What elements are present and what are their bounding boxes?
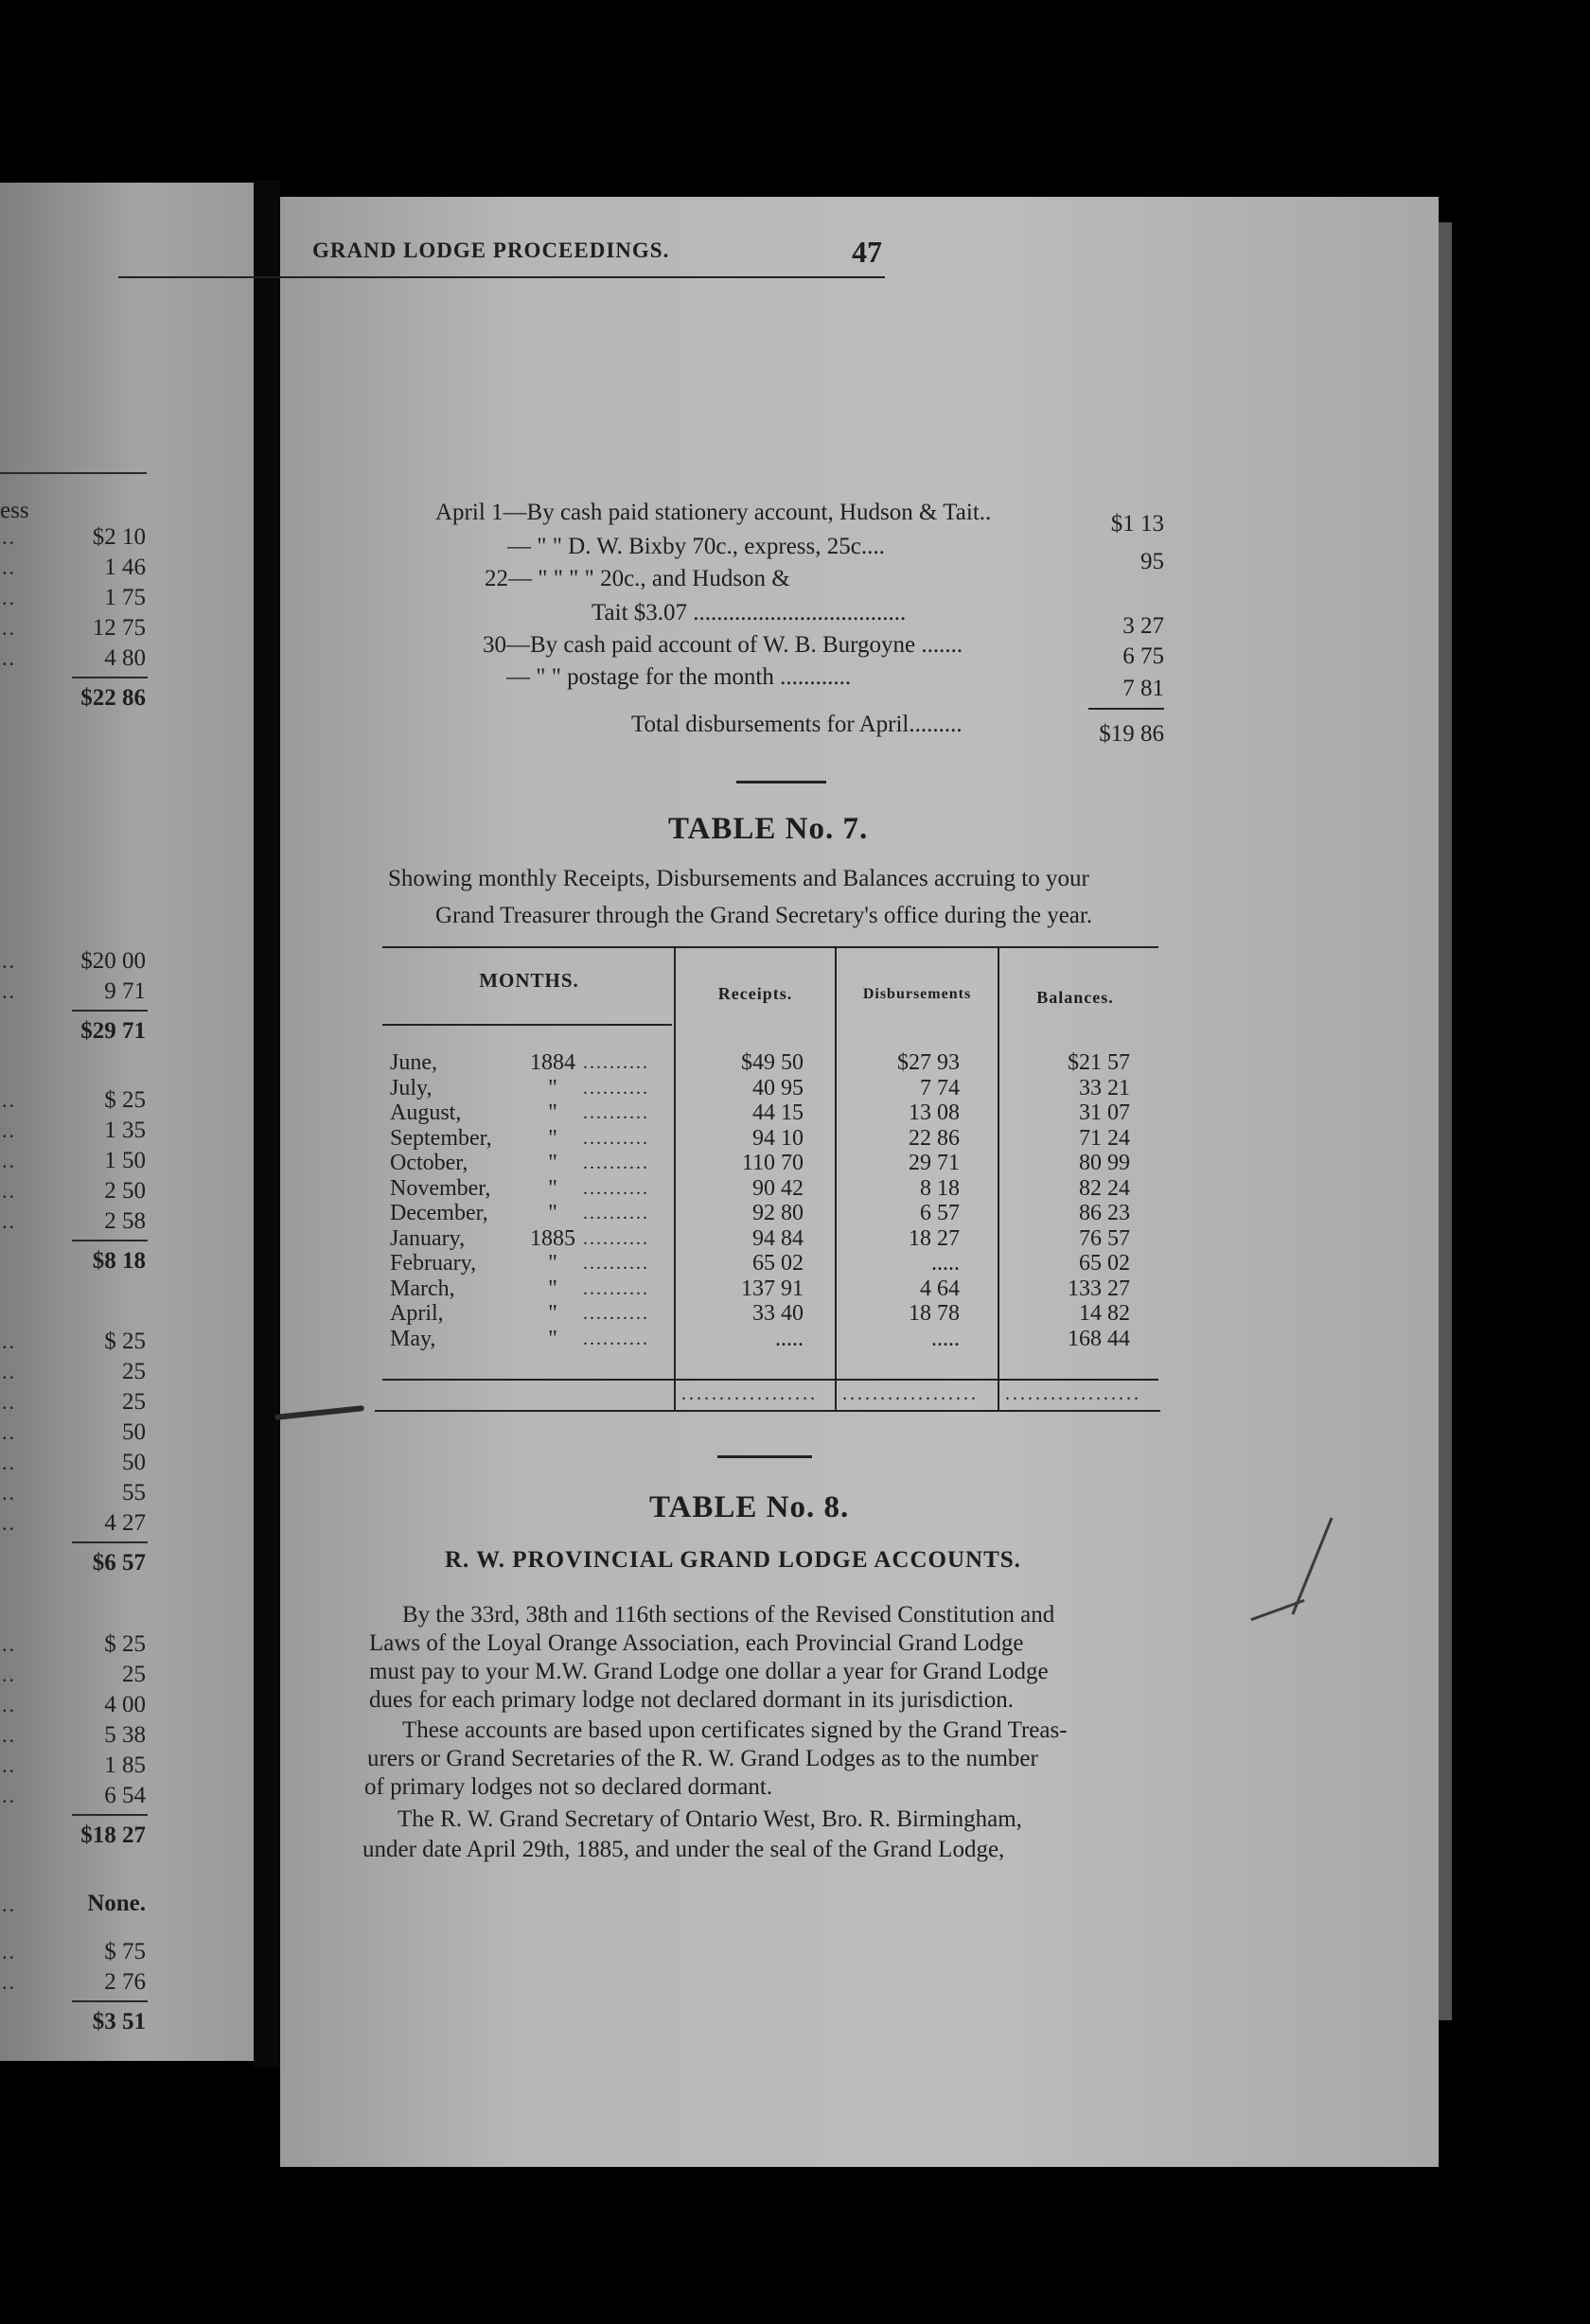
table7-description: Showing monthly Receipts, Disbursements and Balances accruing to your	[388, 866, 1089, 891]
table7-disbursements-cell: 7 74	[920, 1075, 960, 1100]
leader-dots: ..	[2, 1329, 16, 1353]
left-amount: $ 75	[104, 1939, 146, 1964]
leader-dots: ..	[2, 949, 16, 973]
left-amount: 1 50	[104, 1148, 146, 1173]
left-sum-rule	[72, 1814, 148, 1816]
ledger-amount: $1 13	[1110, 511, 1164, 537]
leader-dots: ..........	[583, 1052, 649, 1073]
table7-year-cell: "	[548, 1151, 557, 1175]
table7-balance-cell: 31 07	[1079, 1100, 1130, 1125]
table7-disbursements-cell: .....	[931, 1326, 960, 1351]
table7-month-cell: December,	[390, 1201, 488, 1225]
table7-disbursements-cell: .....	[931, 1251, 960, 1276]
left-header-rule	[0, 472, 147, 474]
table7-balance-cell: 86 23	[1079, 1201, 1130, 1225]
table7-year-cell: "	[548, 1075, 557, 1100]
table7-balance-cell: 82 24	[1079, 1175, 1130, 1201]
leader-dots: ..	[2, 1360, 16, 1383]
header-rule	[118, 276, 885, 278]
left-amount: 2 58	[104, 1208, 146, 1234]
table8-title: TABLE No. 8.	[649, 1490, 850, 1524]
table7-balance-cell: $21 57	[1068, 1050, 1130, 1075]
table7-month-cell: November,	[390, 1175, 491, 1201]
leader-dots: ..	[2, 1451, 16, 1474]
left-total: $3 51	[92, 2009, 146, 2034]
left-amount: 25	[122, 1662, 146, 1687]
left-sum-rule	[72, 677, 148, 678]
table7-footer-dots: ..................	[842, 1383, 979, 1404]
leader-dots: ..	[2, 1179, 16, 1203]
table7-year-cell: "	[548, 1125, 557, 1151]
table7-balance-cell: 133 27	[1068, 1276, 1130, 1301]
table7-disbursements-cell: 8 18	[920, 1175, 960, 1201]
table7-balance-cell: 168 44	[1068, 1326, 1130, 1351]
table7-title: TABLE No. 7.	[668, 812, 869, 846]
left-amount: 1 75	[104, 585, 146, 610]
left-sum-rule	[72, 1010, 148, 1012]
ledger-line: April 1—By cash paid stationery account, Hudson & Tait..	[435, 500, 992, 525]
left-amount: 4 80	[104, 645, 146, 671]
leader-dots: ..........	[583, 1328, 649, 1349]
running-header-title: GRAND LODGE PROCEEDINGS.	[312, 238, 670, 262]
table7-month-cell: April,	[390, 1301, 444, 1326]
left-amount: 9 71	[104, 978, 146, 1004]
leader-dots: ..	[2, 1632, 16, 1656]
leader-dots: ..	[2, 616, 16, 640]
left-amount: 50	[122, 1419, 146, 1445]
page-number: 47	[852, 235, 882, 269]
leader-dots: ..........	[583, 1102, 649, 1123]
table7-header-disbursements: Disbursements	[862, 986, 972, 1002]
table7-year-cell: "	[548, 1301, 557, 1326]
leader-dots: ..	[2, 555, 16, 579]
left-amount: 25	[122, 1389, 146, 1415]
table7-disbursements-cell: 4 64	[920, 1276, 960, 1301]
left-total: $22 86	[80, 685, 146, 711]
table7-year-cell: "	[548, 1201, 557, 1225]
leader-dots: ..	[2, 1209, 16, 1233]
table7-column-rule	[835, 946, 837, 1412]
left-amount: None.	[87, 1891, 146, 1916]
paragraph-line: urers or Grand Secretaries of the R. W. Grand Lodges as to the number	[367, 1746, 1038, 1771]
table7-month-cell: August,	[390, 1100, 462, 1125]
left-page-fragment	[0, 183, 254, 2061]
table7-year-cell: "	[548, 1326, 557, 1351]
table7-receipts-cell: 40 95	[752, 1075, 804, 1100]
table7-bottom-rule	[375, 1410, 1160, 1412]
table7-balance-cell: 14 82	[1079, 1301, 1130, 1326]
left-amount: 1 46	[104, 555, 146, 580]
table7-description: Grand Treasurer through the Grand Secretary's office during the year.	[435, 903, 1093, 928]
leader-dots: ..	[2, 586, 16, 609]
table7-month-cell: July,	[390, 1075, 433, 1100]
leader-dots: ..	[2, 1420, 16, 1444]
ledger-amount: 95	[1140, 549, 1164, 574]
table7-year-cell: 1884	[530, 1050, 575, 1075]
table7-disbursements-cell: 6 57	[920, 1201, 960, 1225]
table7-receipts-cell: 92 80	[752, 1201, 804, 1225]
left-amount: $ 25	[104, 1329, 146, 1354]
leader-dots: ..	[2, 1970, 16, 1994]
left-amount: 4 27	[104, 1510, 146, 1536]
left-amount: $2 10	[92, 524, 146, 550]
book-spine	[254, 180, 280, 2068]
table7-receipts-cell: 94 84	[752, 1225, 804, 1251]
left-amount: $ 25	[104, 1631, 146, 1657]
section-divider	[717, 1455, 812, 1458]
table7-receipts-cell: $49 50	[741, 1050, 804, 1075]
paragraph-line: must pay to your M.W. Grand Lodge one dollar a year for Grand Lodge	[369, 1659, 1049, 1684]
left-amount: $ 25	[104, 1087, 146, 1113]
ledger-amount: 7 81	[1122, 676, 1164, 701]
section-divider	[736, 781, 826, 783]
left-amount: 25	[122, 1359, 146, 1384]
table7-balance-cell: 80 99	[1079, 1151, 1130, 1175]
table7-receipts-cell: 33 40	[752, 1301, 804, 1326]
left-total: $8 18	[92, 1248, 146, 1274]
ledger-line: — " " D. W. Bixby 70c., express, 25c....	[507, 534, 885, 559]
leader-dots: ..	[2, 1481, 16, 1505]
table7-grid	[382, 946, 1158, 1410]
table7-balance-cell: 33 21	[1079, 1075, 1130, 1100]
leader-dots: ..........	[583, 1303, 649, 1324]
table7-receipts-cell: 94 10	[752, 1125, 804, 1151]
table8-subtitle: R. W. PROVINCIAL GRAND LODGE ACCOUNTS.	[445, 1547, 1021, 1573]
table7-header-months: MONTHS.	[479, 969, 579, 992]
left-sum-rule	[72, 1240, 148, 1241]
table7-year-cell: "	[548, 1276, 557, 1301]
ledger-amount: 3 27	[1122, 613, 1164, 639]
ledger-line: 22— " " " " 20c., and Hudson &	[485, 566, 790, 591]
paragraph-line: By the 33rd, 38th and 116th sections of the Revised Constitution and	[402, 1602, 1055, 1628]
ledger-line: Tait $3.07 ....................................	[592, 600, 907, 625]
left-sum-rule	[72, 1541, 148, 1543]
left-amount: 12 75	[92, 615, 146, 641]
table7-receipts-cell: 44 15	[752, 1100, 804, 1125]
table7-bottom-rule	[382, 1379, 1158, 1381]
leader-dots: ..	[2, 1893, 16, 1916]
paragraph-line: of primary lodges not so declared dormant.	[364, 1774, 773, 1800]
table7-receipts-cell: 110 70	[741, 1151, 804, 1175]
table7-header-balances: Balances.	[1036, 988, 1114, 1007]
leader-dots: ..........	[583, 1227, 649, 1249]
paragraph-line: dues for each primary lodge not declared dormant in its jurisdiction.	[369, 1687, 1015, 1713]
table7-top-rule	[382, 946, 1158, 948]
left-amount: 55	[122, 1480, 146, 1505]
left-amount: 6 54	[104, 1783, 146, 1808]
leader-dots: ..	[2, 1088, 16, 1112]
table7-footer-dots: ..................	[681, 1383, 818, 1404]
left-amount: 1 35	[104, 1118, 146, 1143]
table7-year-cell: "	[548, 1100, 557, 1125]
left-amount: 2 50	[104, 1178, 146, 1204]
table7-month-cell: January,	[390, 1225, 466, 1251]
paragraph-line: The R. W. Grand Secretary of Ontario West, Bro. R. Birmingham,	[398, 1806, 1022, 1832]
table7-column-rule	[674, 946, 676, 1412]
table7-receipts-cell: 65 02	[752, 1251, 804, 1276]
left-amount: 4 00	[104, 1692, 146, 1717]
table7-balance-cell: 65 02	[1079, 1251, 1130, 1276]
leader-dots: ..	[2, 1118, 16, 1142]
left-total: $29 71	[80, 1018, 146, 1044]
table7-disbursements-cell: 22 86	[909, 1125, 960, 1151]
table7-year-cell: "	[548, 1175, 557, 1201]
ledger-line: — " " postage for the month ............	[506, 664, 852, 690]
left-amount: 50	[122, 1450, 146, 1475]
leader-dots: ..	[2, 1940, 16, 1963]
table7-receipts-cell: 90 42	[752, 1175, 804, 1201]
ledger-amount: 6 75	[1122, 643, 1164, 669]
left-sum-rule	[72, 2000, 148, 2002]
leader-dots: ..	[2, 1390, 16, 1414]
leader-dots: ..........	[583, 1203, 649, 1224]
table7-year-cell: 1885	[530, 1225, 575, 1251]
page-edge	[1439, 222, 1452, 2020]
leader-dots: ..........	[583, 1277, 649, 1299]
leader-dots: ..........	[583, 1153, 649, 1173]
table7-month-cell: May,	[390, 1326, 436, 1351]
paragraph-line: These accounts are based upon certificates signed by the Grand Treas-	[402, 1717, 1068, 1743]
table7-month-cell: June,	[390, 1050, 437, 1075]
leader-dots: ..	[2, 1784, 16, 1807]
table7-receipts-cell: .....	[775, 1326, 804, 1351]
left-amount: 1 85	[104, 1752, 146, 1778]
leader-dots: ..	[2, 646, 16, 670]
table7-month-cell: February,	[390, 1251, 477, 1276]
leader-dots: ..	[2, 1693, 16, 1717]
table7-disbursements-cell: $27 93	[897, 1050, 960, 1075]
leader-dots: ..........	[583, 1077, 649, 1099]
table7-receipts-cell: 137 91	[741, 1276, 804, 1301]
ledger-line: 30—By cash paid account of W. B. Burgoyne .......	[483, 632, 963, 658]
table7-disbursements-cell: 29 71	[909, 1151, 960, 1175]
leader-dots: ..	[2, 1511, 16, 1535]
table7-month-cell: October,	[390, 1151, 468, 1175]
leader-dots: ..........	[583, 1177, 649, 1199]
ledger-total-label: Total disbursements for April.........	[631, 712, 963, 737]
left-header-fragment: ess	[0, 498, 29, 523]
paragraph-line: under date April 29th, 1885, and under the seal of the Grand Lodge,	[362, 1837, 1005, 1862]
table7-disbursements-cell: 18 27	[909, 1225, 960, 1251]
ledger-total-amount: $19 86	[1099, 721, 1164, 747]
left-total: $6 57	[92, 1550, 146, 1576]
left-amount: 5 38	[104, 1722, 146, 1748]
leader-dots: ..	[2, 1723, 16, 1747]
leader-dots: ..	[2, 1753, 16, 1777]
leader-dots: ..	[2, 979, 16, 1003]
left-amount: $20 00	[80, 948, 146, 974]
leader-dots: ..........	[583, 1253, 649, 1274]
table7-balance-cell: 71 24	[1079, 1125, 1130, 1151]
paragraph-line: Laws of the Loyal Orange Association, each Provincial Grand Lodge	[369, 1630, 1024, 1656]
table7-footer-dots: ..................	[1005, 1383, 1141, 1404]
leader-dots: ..........	[583, 1127, 649, 1149]
table7-disbursements-cell: 13 08	[909, 1100, 960, 1125]
leader-dots: ..	[2, 1149, 16, 1172]
leader-dots: ..	[2, 1663, 16, 1686]
table7-header-receipts: Receipts.	[717, 984, 793, 1003]
table7-month-cell: September,	[390, 1125, 492, 1151]
table7-month-cell: March,	[390, 1276, 455, 1301]
ledger-sum-rule	[1088, 708, 1164, 710]
left-total: $18 27	[80, 1822, 146, 1848]
table7-year-cell: "	[548, 1251, 557, 1276]
table7-column-rule	[998, 946, 999, 1412]
leader-dots: ..	[2, 525, 16, 549]
left-amount: 2 76	[104, 1969, 146, 1995]
table7-header-rule	[382, 1024, 672, 1026]
table7-disbursements-cell: 18 78	[909, 1301, 960, 1326]
table7-balance-cell: 76 57	[1079, 1225, 1130, 1251]
